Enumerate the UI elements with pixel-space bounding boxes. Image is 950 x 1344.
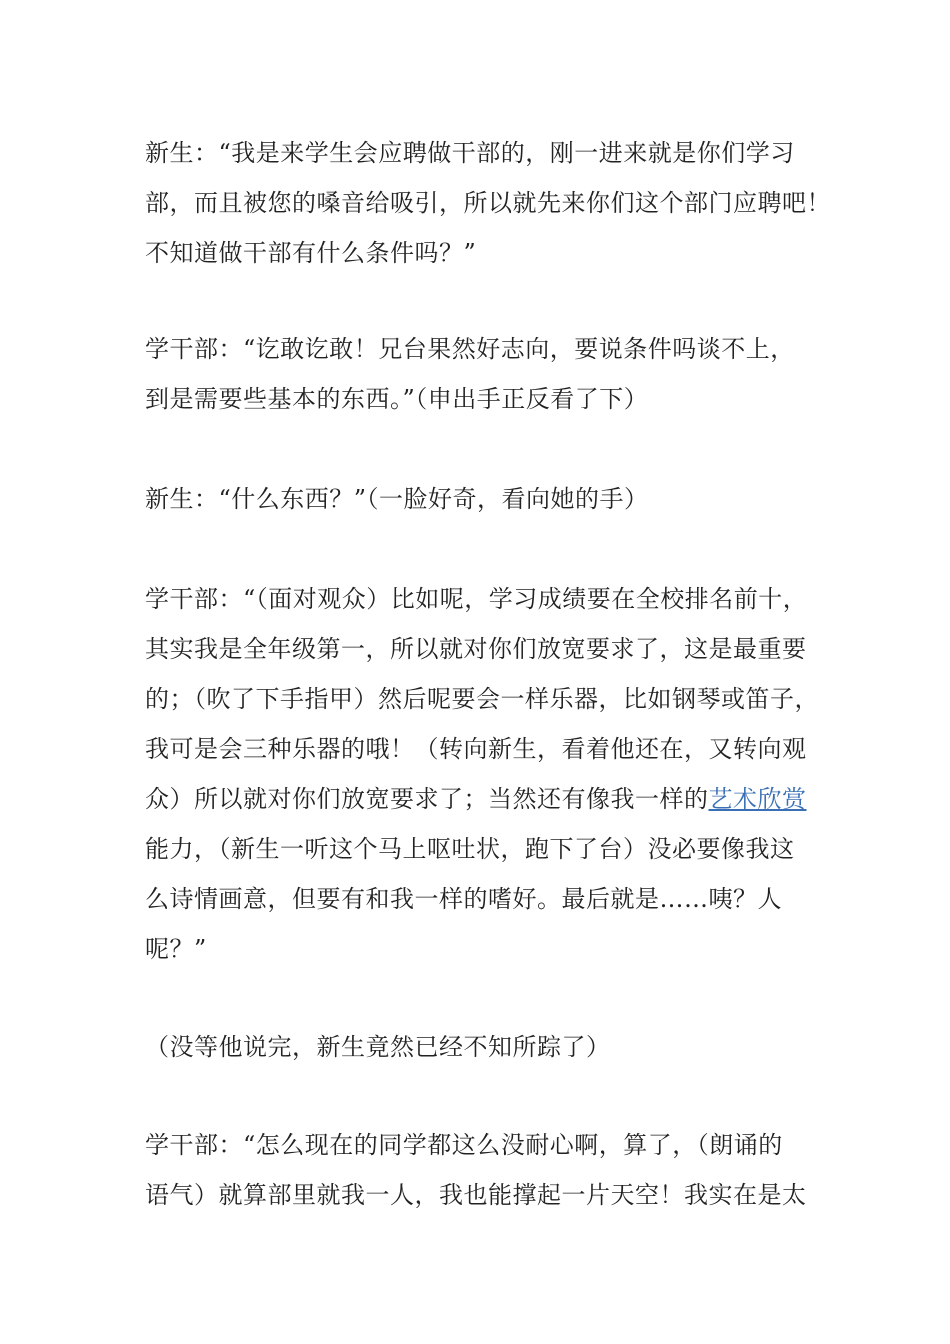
text-line-segment: 众）所以就对你们放宽要求了；当然还有像我一样的 bbox=[145, 785, 709, 813]
text-line: 的；（吹了下手指甲）然后呢要会一样乐器，比如钢琴或笛子， bbox=[145, 685, 819, 713]
text-line: 其实我是全年级第一，所以就对你们放宽要求了，这是最重要 bbox=[145, 635, 807, 663]
text-line: 能力，（新生一听这个马上呕吐状，跑下了台）没必要像我这 bbox=[145, 835, 795, 863]
paragraph-4 bbox=[145, 574, 835, 974]
text-line: 不知道做干部有什么条件吗？” bbox=[145, 239, 477, 267]
text-line: 语气）就算部里就我一人，我也能撑起一片天空！我实在是太 bbox=[145, 1181, 807, 1209]
text-line: 学干部：“（面对观众）比如呢，学习成绩要在全校排名前十， bbox=[145, 585, 808, 613]
paragraph-3 bbox=[145, 474, 835, 524]
text-line: 学干部：“怎么现在的同学都这么没耐心啊，算了，（朗诵的 bbox=[145, 1131, 783, 1159]
text-line: 呢？” bbox=[145, 935, 207, 963]
text-line: 新生：“什么东西？”（一脸好奇，看向她的手） bbox=[145, 485, 649, 513]
text-line: 到是需要些基本的东西。”（申出手正反看了下） bbox=[145, 385, 649, 413]
text-line: 我可是会三种乐器的哦！（转向新生，看着他还在，又转向观 bbox=[145, 735, 807, 763]
text-line: 部，而且被您的嗓音给吸引，所以就先来你们这个部门应聘吧！ bbox=[145, 189, 831, 217]
paragraph-6 bbox=[145, 1120, 835, 1220]
paragraph-1 bbox=[145, 128, 835, 278]
text-line: （没等他说完，新生竟然已经不知所踪了） bbox=[145, 1033, 611, 1061]
text-line: 么诗情画意，但要有和我一样的嗜好。最后就是……咦？人 bbox=[145, 885, 782, 913]
paragraph-5 bbox=[145, 1022, 835, 1072]
text-line: 学干部：“讫敢讫敢！兄台果然好志向，要说条件吗谈不上， bbox=[145, 335, 795, 363]
paragraph-2 bbox=[145, 324, 835, 424]
text-line: 新生：“我是来学生会应聘做干部的，刚一进来就是你们学习 bbox=[145, 139, 795, 167]
text-line bbox=[145, 774, 835, 824]
art-appreciation-link[interactable]: 艺术欣赏 bbox=[708, 785, 807, 813]
